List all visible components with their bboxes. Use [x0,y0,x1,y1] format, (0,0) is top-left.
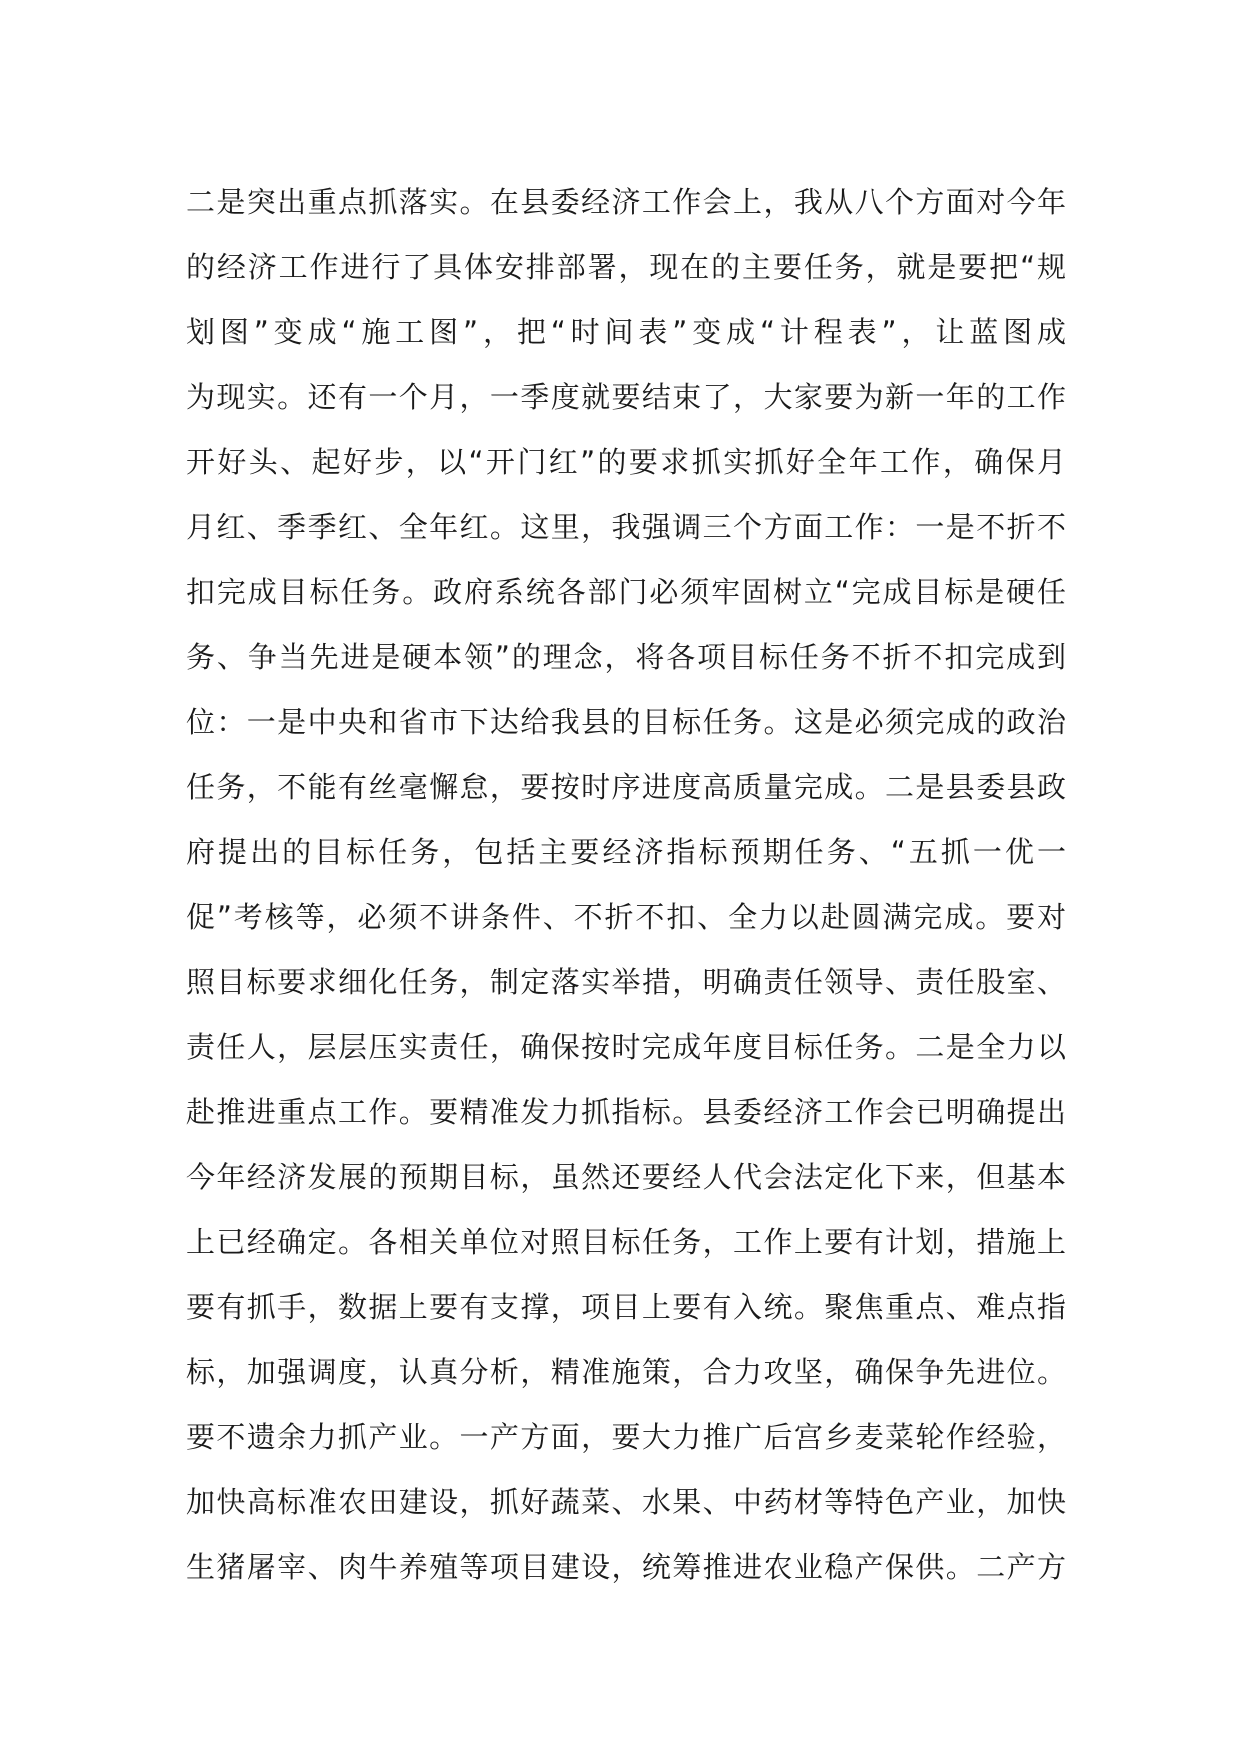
text-line: 照目标要求细化任务，制定落实举措，明确责任领导、责任股室、 [186,965,1066,999]
text-line: 加快高标准农田建设，抓好蔬菜、水果、中药材等特色产业，加快 [186,1485,1066,1519]
text-line: 标，加强调度，认真分析，精准施策，合力攻坚，确保争先进位。 [186,1355,1066,1389]
text-line: 的经济工作进行了具体安排部署，现在的主要任务，就是要把“规 [186,250,1066,284]
text-line: 府提出的目标任务，包括主要经济指标预期任务、“五抓一优一 [186,835,1066,869]
text-line: 二是突出重点抓落实。在县委经济工作会上，我从八个方面对今年 [186,185,1066,219]
text-line: 责任人，层层压实责任，确保按时完成年度目标任务。二是全力以 [186,1030,1066,1064]
text-line: 开好头、起好步，以“开门红”的要求抓实抓好全年工作，确保月 [186,445,1066,479]
text-line: 生猪屠宰、肉牛养殖等项目建设，统筹推进农业稳产保供。二产方 [186,1550,1066,1584]
text-line: 务、争当先进是硬本领”的理念，将各项目标任务不折不扣完成到 [186,640,1066,674]
text-line: 扣完成目标任务。政府系统各部门必须牢固树立“完成目标是硬任 [186,575,1066,609]
text-line: 月红、季季红、全年红。这里，我强调三个方面工作：一是不折不 [186,510,1066,544]
text-line: 赴推进重点工作。要精准发力抓指标。县委经济工作会已明确提出 [186,1095,1066,1129]
text-line: 任务，不能有丝毫懈怠，要按时序进度高质量完成。二是县委县政 [186,770,1066,804]
text-line: 位：一是中央和省市下达给我县的目标任务。这是必须完成的政治 [186,705,1066,739]
text-line: 上已经确定。各相关单位对照目标任务，工作上要有计划，措施上 [186,1225,1066,1259]
text-line: 要不遗余力抓产业。一产方面，要大力推广后宫乡麦菜轮作经验， [186,1420,1066,1454]
text-line: 划图”变成“施工图”，把“时间表”变成“计程表”，让蓝图成 [186,315,1066,349]
body-paragraph [186,170,1066,1600]
text-line: 促”考核等，必须不讲条件、不折不扣、全力以赴圆满完成。要对 [186,900,1066,934]
text-line: 要有抓手，数据上要有支撑，项目上要有入统。聚焦重点、难点指 [186,1290,1066,1324]
text-line: 今年经济发展的预期目标，虽然还要经人代会法定化下来，但基本 [186,1160,1066,1194]
text-line: 为现实。还有一个月，一季度就要结束了，大家要为新一年的工作 [186,380,1066,414]
